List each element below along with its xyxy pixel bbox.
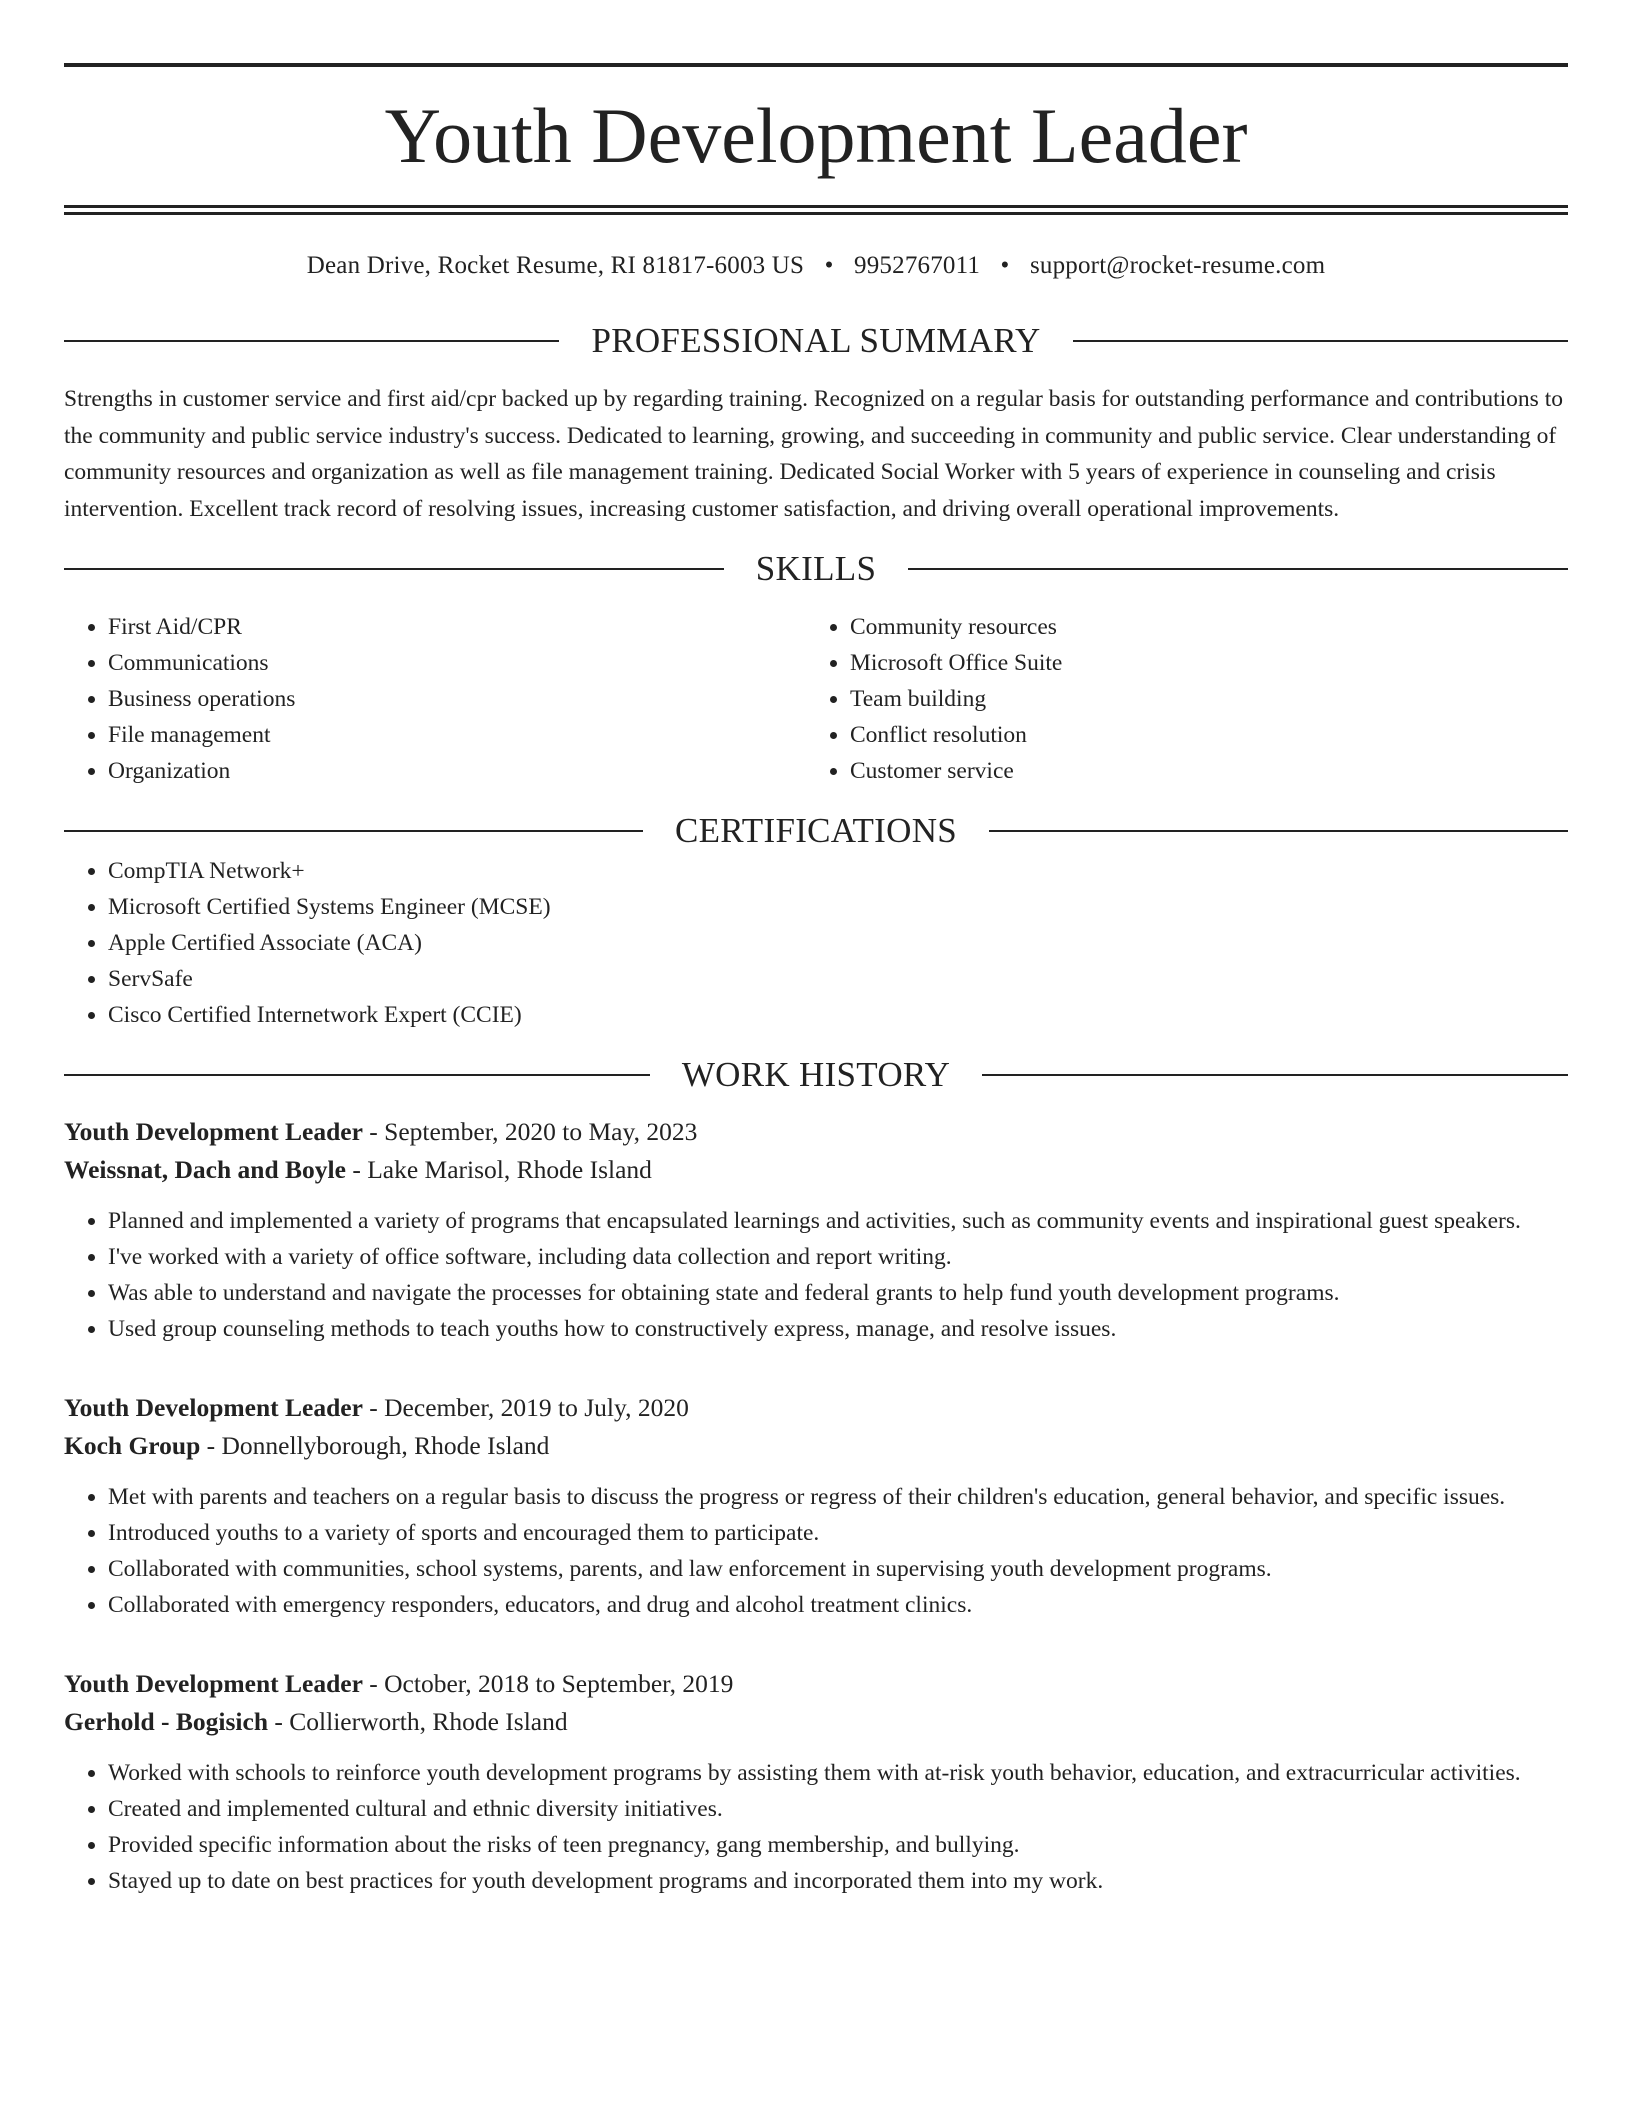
heading-rule [64, 340, 559, 342]
work-history-list [64, 1113, 1568, 1899]
job-duty-item: • Created and implemented cultural and ethnic diversity initiatives. [108, 1791, 1568, 1827]
job-title: Youth Development Leader [64, 1393, 363, 1422]
job-duty-item: • Provided specific information about the risks of teen pregnancy, gang membership, and bullying. [108, 1827, 1568, 1863]
contact-separator: • [1000, 252, 1010, 279]
job-duty-item: • Collaborated with communities, school systems, parents, and law enforcement in supervising youth development programs. [108, 1551, 1568, 1587]
dash-separator: - [200, 1431, 222, 1460]
job-duty-item: • Met with parents and teachers on a regular basis to discuss the progress or regress of their children's education, general behavior, and specific issues. [108, 1479, 1568, 1515]
section-heading-certifications [64, 809, 1568, 853]
skill-item: • Conflict resolution [850, 717, 1548, 753]
heading-rule [989, 830, 1568, 832]
certifications-list [64, 853, 1568, 1033]
job-dates: December, 2019 to July, 2020 [384, 1393, 689, 1422]
job-title-line [64, 1665, 1568, 1703]
skills-column-right [806, 609, 1548, 789]
heading-rule [64, 1074, 650, 1076]
job-location: Collierworth, Rhode Island [289, 1707, 568, 1736]
job-title-line [64, 1389, 1568, 1427]
job-entry [64, 1113, 1568, 1347]
skill-item: • First Aid/CPR [108, 609, 806, 645]
job-duty-item: • Collaborated with emergency responders, educators, and drug and alcohol treatment clinics. [108, 1587, 1568, 1623]
job-company-line [64, 1703, 1568, 1741]
certification-item: • ServSafe [108, 961, 1568, 997]
section-title-work: WORK HISTORY [681, 1055, 951, 1094]
resume-page [64, 0, 1568, 1899]
job-title: Youth Development Leader [64, 1669, 363, 1698]
skill-item: • Customer service [850, 753, 1548, 789]
job-company: Weissnat, Dach and Boyle [64, 1155, 346, 1184]
job-duties-list [64, 1755, 1568, 1899]
heading-rule [1073, 340, 1568, 342]
skill-item: • Community resources [850, 609, 1548, 645]
job-duty-item: • Worked with schools to reinforce youth development programs by assisting them with at-risk youth behavior, education, and extracurricular activities. [108, 1755, 1568, 1791]
section-title-skills: SKILLS [755, 549, 877, 588]
job-duty-item: • Was able to understand and navigate the processes for obtaining state and federal grants to help fund youth development programs. [108, 1275, 1568, 1311]
job-location: Lake Marisol, Rhode Island [367, 1155, 652, 1184]
contact-email: support@rocket-resume.com [1029, 252, 1326, 279]
job-company: Koch Group [64, 1431, 201, 1460]
job-location: Donnellyborough, Rhode Island [221, 1431, 550, 1460]
skill-item: • File management [108, 717, 806, 753]
skills-list-right [806, 609, 1548, 789]
contact-separator: • [824, 252, 834, 279]
job-dates: October, 2018 to September, 2019 [384, 1669, 734, 1698]
job-company-line [64, 1151, 1568, 1189]
job-company-line [64, 1427, 1568, 1465]
certification-item: • Cisco Certified Internetwork Expert (CCIE) [108, 997, 1568, 1033]
certification-item: • Microsoft Certified Systems Engineer (MCSE) [108, 889, 1568, 925]
job-duty-item: • Planned and implemented a variety of programs that encapsulated learnings and activities, such as community events and inspirational guest speakers. [108, 1203, 1568, 1239]
job-entry [64, 1389, 1568, 1623]
contact-address: Dean Drive, Rocket Resume, RI 81817-6003 US [306, 252, 805, 279]
heading-rule [64, 830, 643, 832]
job-company: Gerhold - Bogisich [64, 1707, 269, 1736]
job-entry [64, 1665, 1568, 1899]
skills-column-left [64, 609, 806, 789]
dash-separator: - [268, 1707, 290, 1736]
job-duties-list [64, 1479, 1568, 1623]
skill-item: • Organization [108, 753, 806, 789]
heading-rule [908, 568, 1568, 570]
title-double-rule [64, 205, 1568, 215]
job-dates: September, 2020 to May, 2023 [384, 1117, 698, 1146]
skill-item: • Team building [850, 681, 1548, 717]
dash-separator: - [345, 1155, 368, 1184]
skill-item: • Microsoft Office Suite [850, 645, 1548, 681]
job-duty-item: • Introduced youths to a variety of sports and encouraged them to participate. [108, 1515, 1568, 1551]
job-duty-item: • Used group counseling methods to teach youths how to constructively express, manage, and resolve issues. [108, 1311, 1568, 1347]
job-title: Youth Development Leader [64, 1117, 363, 1146]
job-duty-item: • Stayed up to date on best practices for youth development programs and incorporated them into my work. [108, 1863, 1568, 1899]
section-heading-work [64, 1053, 1568, 1097]
section-title-certifications: CERTIFICATIONS [674, 811, 958, 850]
skill-item: • Communications [108, 645, 806, 681]
job-title-line [64, 1113, 1568, 1151]
contact-phone: 9952767011 [854, 252, 981, 279]
certification-item: • CompTIA Network+ [108, 853, 1568, 889]
dash-separator: - [362, 1393, 385, 1422]
dash-separator: - [362, 1117, 385, 1146]
contact-line [64, 251, 1568, 281]
section-heading-summary [64, 319, 1568, 363]
skills-grid [64, 609, 1568, 789]
section-heading-skills [64, 547, 1568, 591]
skill-item: • Business operations [108, 681, 806, 717]
job-duties-list [64, 1203, 1568, 1347]
certification-item: • Apple Certified Associate (ACA) [108, 925, 1568, 961]
summary-text: Strengths in customer service and first aid/cpr backed up by regarding training. Recognized on a regular basis for outstanding performance and contributions to the community and public service industry's success. Dedicated to learning, growing, and succeeding in community and public service. Clear understanding of community resources and organization as well as file management training. Dedicated Social Worker with 5 years of experience in counseling and crisis intervention. Excellent track record of resolving issues, increasing customer satisfaction, and driving overall operational improvements. [64, 386, 1563, 522]
heading-rule [982, 1074, 1568, 1076]
section-title-summary: PROFESSIONAL SUMMARY [591, 321, 1041, 360]
dash-separator: - [362, 1669, 385, 1698]
job-duty-item: • I've worked with a variety of office software, including data collection and report writing. [108, 1239, 1568, 1275]
page-title: Youth Development Leader [384, 92, 1248, 179]
skills-list-left [64, 609, 806, 789]
heading-rule [64, 568, 724, 570]
